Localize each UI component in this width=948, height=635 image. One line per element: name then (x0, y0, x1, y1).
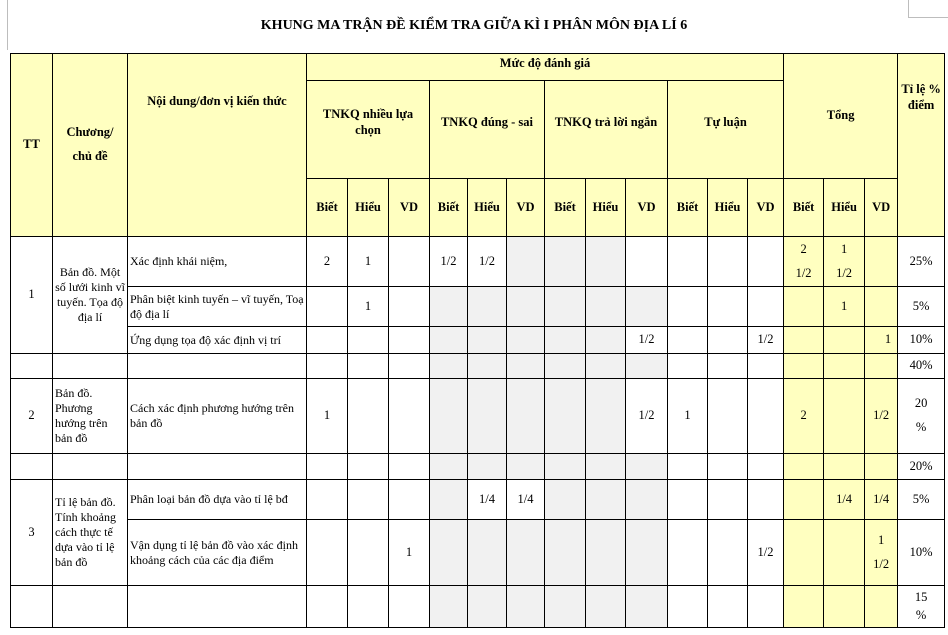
header-content: Nội dung/đơn vị kiến thức (128, 54, 307, 237)
cell-empty (824, 354, 865, 379)
table-row (11, 237, 945, 287)
header-chapter (53, 54, 128, 237)
cell-empty (307, 586, 348, 628)
cell-subtotal: 40% (898, 354, 945, 379)
header-hieu: Hiểu (824, 179, 865, 237)
cell-empty (748, 354, 784, 379)
cell-empty (586, 520, 626, 586)
cell-value: 1 (824, 287, 865, 327)
row-tt: 2 (11, 379, 53, 454)
cell-value: 1 (348, 287, 389, 327)
cell-empty (626, 354, 668, 379)
cell-empty (545, 327, 586, 354)
cell-empty (824, 586, 865, 628)
row-content: Phân loại bản đồ dựa vào tỉ lệ bđ (128, 480, 307, 520)
cell-empty (586, 287, 626, 327)
cell-ratio: 25% (898, 237, 945, 287)
header-total: Tổng (784, 54, 898, 179)
cell-total-hieu (824, 237, 865, 287)
row-content: Cách xác định phương hướng trên bản đồ (128, 379, 307, 454)
cell-ratio: 10% (898, 327, 945, 354)
cell-value: 1/2 (795, 265, 812, 280)
cell-empty (865, 287, 898, 327)
cell-empty (626, 480, 668, 520)
cell-empty (53, 454, 128, 480)
row-content: Xác định khái niệm, (128, 237, 307, 287)
cell-empty (708, 586, 748, 628)
cell-empty (668, 237, 708, 287)
row-content: Ứng dụng tọa độ xác định vị trí (128, 327, 307, 354)
table-row (11, 480, 945, 520)
cell-empty (784, 586, 824, 628)
header-biet: Biết (307, 179, 348, 237)
cell-empty (468, 327, 507, 354)
cell-empty (468, 379, 507, 454)
cell-empty (389, 354, 430, 379)
cell-empty (507, 520, 545, 586)
cell-value: 1/2 (748, 327, 784, 354)
cell-value: 1/2 (626, 379, 668, 454)
cell-empty (784, 287, 824, 327)
cell-empty (586, 354, 626, 379)
cell-empty (348, 379, 389, 454)
cell-empty (668, 480, 708, 520)
cell-empty (784, 354, 824, 379)
cell-empty (307, 520, 348, 586)
cell-empty (824, 327, 865, 354)
cell-empty (11, 586, 53, 628)
cell-total-vd (865, 520, 898, 586)
cell-empty (586, 586, 626, 628)
cell-empty (507, 586, 545, 628)
cell-empty (626, 586, 668, 628)
cell-empty (128, 454, 307, 480)
cell-empty (348, 454, 389, 480)
cell-empty (430, 520, 468, 586)
cell-value: 1/2 (626, 327, 668, 354)
cell-empty (53, 354, 128, 379)
table-row (11, 520, 945, 586)
cell-ratio (898, 379, 945, 454)
cell-value: 1 (348, 237, 389, 287)
cell-empty (626, 237, 668, 287)
cell-empty (348, 586, 389, 628)
cell-empty (626, 454, 668, 480)
cell-empty (430, 586, 468, 628)
header-chapter-line1: Chương/ (66, 125, 114, 140)
cell-value: 1 (865, 327, 898, 354)
cell-empty (307, 287, 348, 327)
cell-empty (545, 379, 586, 454)
cell-value: 1/2 (468, 237, 507, 287)
cell-empty (748, 586, 784, 628)
cell-empty (389, 586, 430, 628)
header-biet: Biết (545, 179, 586, 237)
header-vd: VD (626, 179, 668, 237)
cell-empty (53, 586, 128, 628)
cell-value: % (915, 420, 927, 434)
cell-empty (307, 480, 348, 520)
header-vd: VD (507, 179, 545, 237)
cell-value: 1/4 (824, 480, 865, 520)
cell-empty (507, 327, 545, 354)
cell-empty (348, 520, 389, 586)
cell-subtotal (898, 586, 945, 628)
cell-empty (784, 480, 824, 520)
cell-empty (708, 354, 748, 379)
cell-empty (307, 327, 348, 354)
cell-empty (668, 287, 708, 327)
cell-value: 2 (307, 237, 348, 287)
cell-value: 1/2 (873, 556, 890, 571)
cell-empty (668, 520, 708, 586)
header-ratio: Tỉ lệ % điểm (898, 54, 945, 237)
cell-empty (748, 287, 784, 327)
cell-empty (348, 480, 389, 520)
cell-empty (468, 520, 507, 586)
cell-empty (668, 327, 708, 354)
row-tt: 3 (11, 480, 53, 586)
cell-empty (389, 237, 430, 287)
row-content: Phân biệt kinh tuyến – vĩ tuyến, Toạ độ địa lí (128, 287, 307, 327)
document-title: KHUNG MA TRẬN ĐỀ KIỂM TRA GIỮA KÌ I PHÂN MÔN ĐỊA LÍ 6 (260, 18, 688, 33)
row-content: Vận dụng tỉ lệ bản đồ vào xác định khoảng cách của các địa điểm (128, 520, 307, 586)
cell-empty (11, 454, 53, 480)
cell-empty (348, 327, 389, 354)
table-row-subtotal (11, 354, 945, 379)
cell-empty (545, 354, 586, 379)
cell-value: 1/2 (748, 520, 784, 586)
cell-empty (389, 327, 430, 354)
cell-empty (668, 454, 708, 480)
cell-empty (507, 454, 545, 480)
header-group-true-false: TNKQ đúng - sai (430, 81, 545, 179)
cell-empty (468, 586, 507, 628)
cell-empty (430, 354, 468, 379)
cell-empty (389, 454, 430, 480)
cell-value: 1/4 (865, 480, 898, 520)
cell-empty (824, 454, 865, 480)
cell-value: % (915, 607, 927, 622)
cell-empty (748, 237, 784, 287)
header-group-short-answer: TNKQ trả lời ngắn (545, 81, 668, 179)
cell-empty (784, 454, 824, 480)
cell-empty (668, 354, 708, 379)
cell-subtotal: 20% (898, 454, 945, 480)
cell-empty (784, 327, 824, 354)
header-group-mcq: TNKQ nhiều lựa chọn (307, 81, 430, 179)
cell-empty (545, 480, 586, 520)
cell-empty (865, 237, 898, 287)
cell-ratio: 5% (898, 480, 945, 520)
cell-empty (708, 520, 748, 586)
header-chapter-line2: chủ đề (72, 149, 108, 163)
row-chapter: Tỉ lệ bản đồ. Tính khoảng cách thực tế dựa vào tỉ lệ bản đồ (53, 480, 128, 586)
table-row-subtotal (11, 454, 945, 480)
cell-empty (545, 520, 586, 586)
header-vd: VD (865, 179, 898, 237)
cell-empty (748, 379, 784, 454)
cell-empty (507, 354, 545, 379)
header-biet: Biết (668, 179, 708, 237)
header-hieu: Hiểu (468, 179, 507, 237)
header-biet: Biết (430, 179, 468, 237)
cell-empty (507, 237, 545, 287)
header-hieu: Hiểu (586, 179, 626, 237)
cell-value: 1/4 (468, 480, 507, 520)
cell-empty (430, 379, 468, 454)
cell-empty (626, 520, 668, 586)
cell-empty (545, 586, 586, 628)
cell-empty (545, 454, 586, 480)
cell-value: 20 (914, 396, 928, 411)
cell-empty (128, 354, 307, 379)
cell-empty (430, 287, 468, 327)
cell-empty (865, 586, 898, 628)
row-chapter: Bản đồ. Phương hướng trên bản đồ (53, 379, 128, 454)
cell-empty (430, 480, 468, 520)
cell-empty (865, 354, 898, 379)
cell-empty (586, 327, 626, 354)
table-row-subtotal (11, 586, 945, 628)
cell-empty (708, 327, 748, 354)
header-vd: VD (389, 179, 430, 237)
cell-value: 1 (877, 532, 885, 547)
cell-empty (507, 287, 545, 327)
header-vd: VD (748, 179, 784, 237)
assessment-matrix-table (10, 53, 945, 628)
cell-value: 2 (784, 379, 824, 454)
row-chapter: Bản đồ. Một số lưới kinh vĩ tuyến. Tọa độ địa lí (53, 237, 128, 354)
cell-ratio: 5% (898, 287, 945, 327)
cell-empty (507, 379, 545, 454)
cell-empty (708, 480, 748, 520)
cell-empty (784, 520, 824, 586)
cell-total-biet (784, 237, 824, 287)
header-biet: Biết (784, 179, 824, 237)
cell-ratio: 10% (898, 520, 945, 586)
cell-value: 1/2 (865, 379, 898, 454)
cell-empty (468, 287, 507, 327)
table-row (11, 287, 945, 327)
cell-empty (586, 379, 626, 454)
cell-empty (586, 480, 626, 520)
cell-empty (586, 454, 626, 480)
header-level: Mức độ đánh giá (307, 54, 784, 81)
header-hieu: Hiểu (708, 179, 748, 237)
cell-empty (748, 480, 784, 520)
cell-value: 1 (389, 520, 430, 586)
cell-empty (865, 454, 898, 480)
cell-value: 15 (914, 589, 928, 604)
cell-empty (545, 287, 586, 327)
cell-empty (748, 454, 784, 480)
cell-empty (468, 354, 507, 379)
cell-value: 1 (307, 379, 348, 454)
header-group-essay: Tự luận (668, 81, 784, 179)
cell-value: 1/2 (430, 237, 468, 287)
cell-empty (389, 480, 430, 520)
cell-empty (430, 454, 468, 480)
cell-empty (668, 586, 708, 628)
cell-empty (708, 454, 748, 480)
cell-empty (128, 586, 307, 628)
cell-value: 1/4 (507, 480, 545, 520)
cell-empty (389, 379, 430, 454)
cell-empty (626, 287, 668, 327)
page-corner-mark-right (908, 0, 948, 18)
table-row (11, 379, 945, 454)
cell-empty (545, 237, 586, 287)
cell-value: 1 (668, 379, 708, 454)
cell-empty (389, 287, 430, 327)
cell-empty (824, 379, 865, 454)
cell-empty (430, 327, 468, 354)
cell-empty (307, 454, 348, 480)
cell-value: 2 (800, 241, 807, 256)
cell-empty (708, 379, 748, 454)
header-hieu: Hiểu (348, 179, 389, 237)
table-row (11, 327, 945, 354)
row-tt: 1 (11, 237, 53, 354)
cell-empty (307, 354, 348, 379)
cell-value: 1 (840, 241, 848, 256)
cell-empty (824, 520, 865, 586)
header-tt: TT (11, 54, 53, 237)
cell-value: 1/2 (836, 265, 853, 280)
cell-empty (708, 287, 748, 327)
cell-empty (348, 354, 389, 379)
cell-empty (468, 454, 507, 480)
cell-empty (11, 354, 53, 379)
cell-empty (586, 237, 626, 287)
cell-empty (708, 237, 748, 287)
